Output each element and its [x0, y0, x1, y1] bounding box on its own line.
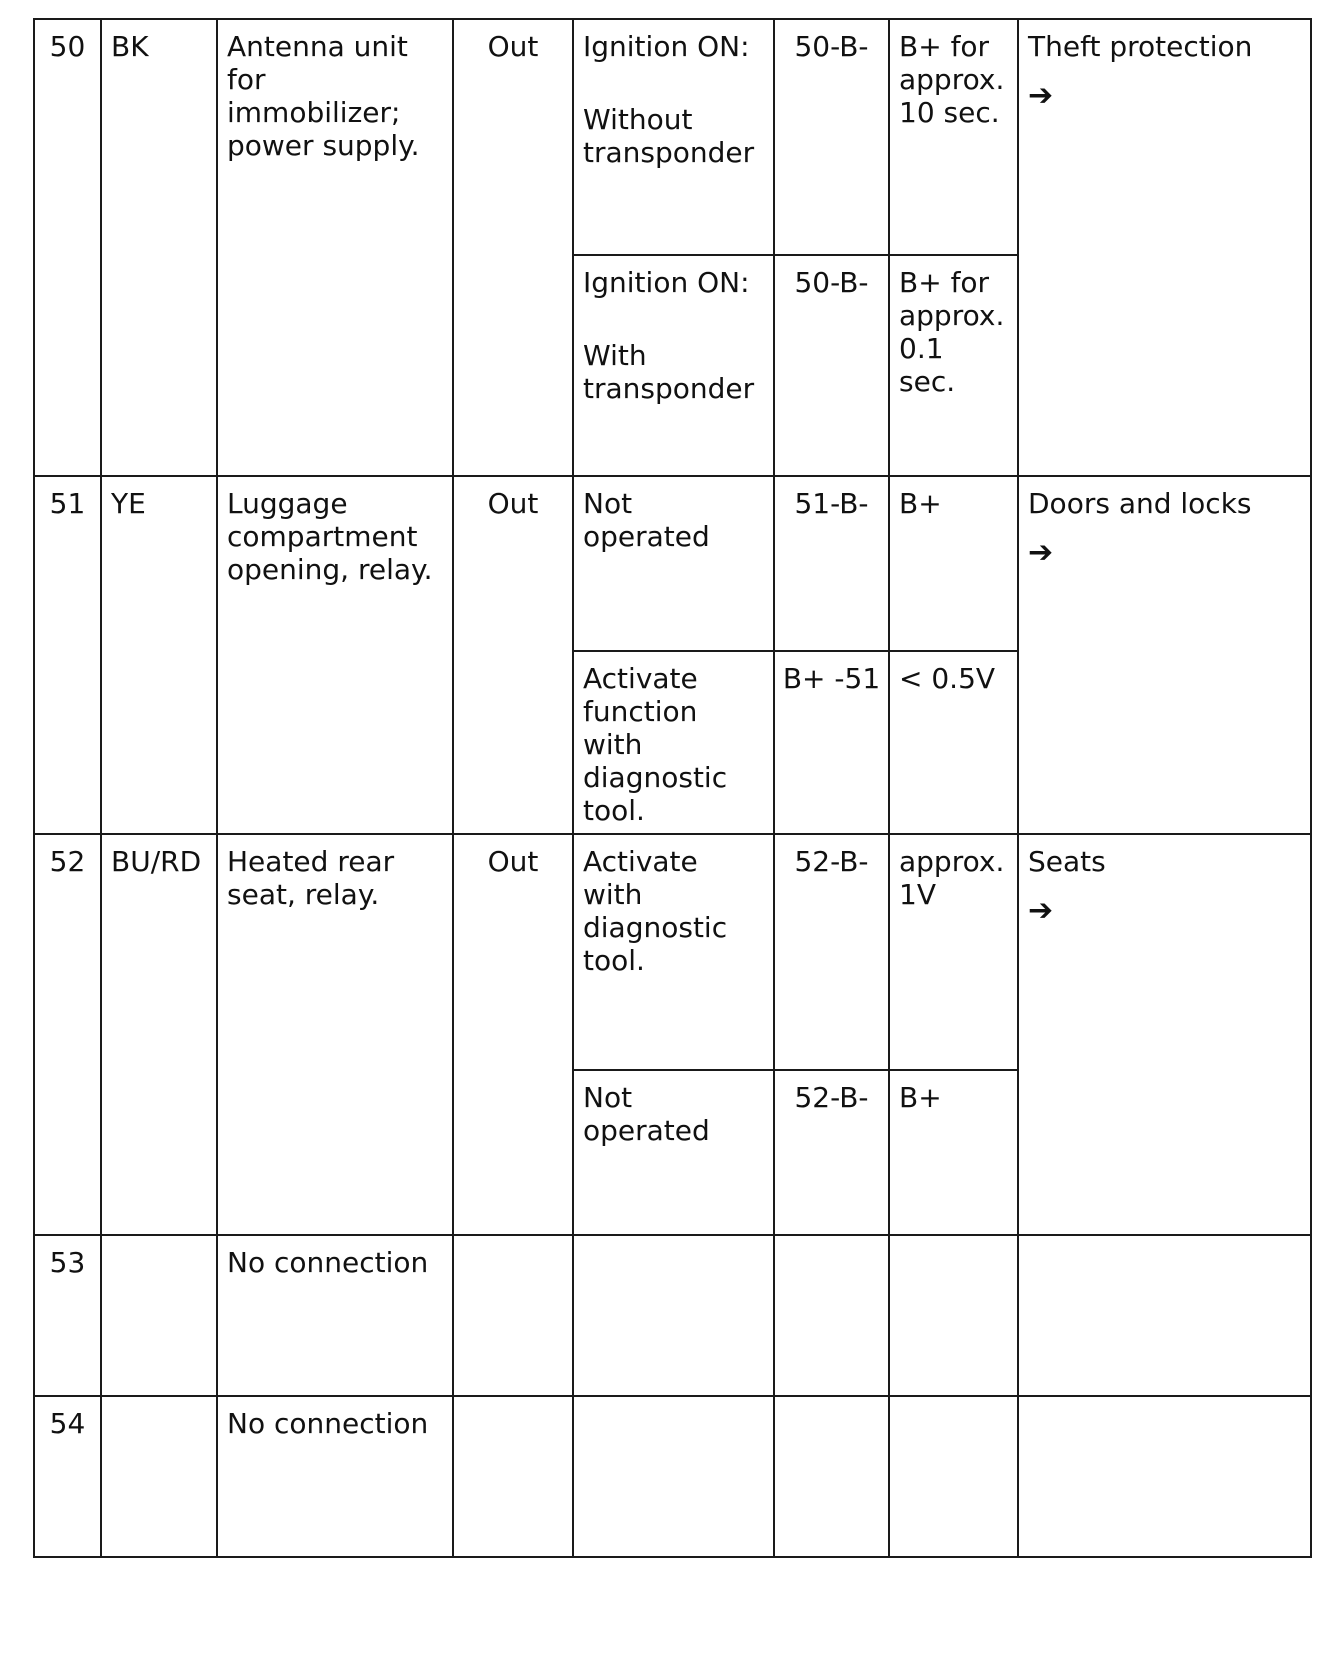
table-row: [34, 476, 1311, 651]
reference-cell: [1018, 19, 1311, 476]
expected-value: approx. 1V: [889, 834, 1018, 1070]
expected-value: < 0.5V: [889, 651, 1018, 834]
test-condition: Not operated: [573, 1070, 774, 1235]
test-condition: Activate function with diagnostic tool.: [573, 651, 774, 834]
test-condition: [573, 255, 774, 476]
test-condition: Not operated: [573, 476, 774, 651]
table-row: [34, 834, 1311, 1070]
pin-number: 53: [34, 1235, 101, 1396]
condition-line: Ignition ON:: [583, 266, 750, 299]
expected-value: [889, 1235, 1018, 1396]
wire-color: BU/RD: [101, 834, 217, 1235]
test-condition: [573, 1235, 774, 1396]
signal-direction: [453, 1235, 573, 1396]
signal-direction: Out: [453, 476, 573, 834]
right-arrow-icon[interactable]: ➔: [1028, 78, 1054, 113]
pin-description: Antenna unit for immobilizer; power supply.: [217, 19, 453, 476]
right-arrow-icon[interactable]: ➔: [1028, 893, 1054, 928]
pin-description: No connection: [217, 1235, 453, 1396]
expected-value: [889, 1396, 1018, 1557]
measurement-points: 52-B-: [774, 1070, 889, 1235]
pin-number: 50: [34, 19, 101, 476]
wire-color: [101, 1235, 217, 1396]
expected-value: B+: [889, 476, 1018, 651]
wire-color: YE: [101, 476, 217, 834]
table-row: [34, 1396, 1311, 1557]
test-condition: [573, 19, 774, 255]
condition-line: Ignition ON:: [583, 30, 750, 63]
pin-description: Luggage compartment opening, relay.: [217, 476, 453, 834]
measurement-points: 50-B-: [774, 255, 889, 476]
signal-direction: Out: [453, 834, 573, 1235]
measurement-points: 50-B-: [774, 19, 889, 255]
condition-line: Without transponder: [583, 103, 755, 169]
wire-color: BK: [101, 19, 217, 476]
signal-direction: Out: [453, 19, 573, 476]
expected-value: B+: [889, 1070, 1018, 1235]
measurement-points: 52-B-: [774, 834, 889, 1070]
reference-cell: [1018, 834, 1311, 1235]
pin-table: [33, 18, 1312, 1558]
table-row: [34, 19, 1311, 255]
right-arrow-icon[interactable]: ➔: [1028, 535, 1054, 570]
reference-link[interactable]: Seats: [1028, 845, 1106, 878]
measurement-points: B+ -51: [774, 651, 889, 834]
measurement-points: [774, 1235, 889, 1396]
wire-color: [101, 1396, 217, 1557]
reference-link[interactable]: Theft protection: [1028, 30, 1253, 63]
pin-number: 54: [34, 1396, 101, 1557]
measurement-points: 51-B-: [774, 476, 889, 651]
measurement-points: [774, 1396, 889, 1557]
pin-description: Heated rear seat, relay.: [217, 834, 453, 1235]
table-row: [34, 1235, 1311, 1396]
condition-line: With transponder: [583, 339, 755, 405]
reference-cell: [1018, 476, 1311, 834]
pin-number: 51: [34, 476, 101, 834]
reference-cell: [1018, 1235, 1311, 1396]
test-condition: Activate with diagnostic tool.: [573, 834, 774, 1070]
signal-direction: [453, 1396, 573, 1557]
reference-cell: [1018, 1396, 1311, 1557]
reference-link[interactable]: Doors and locks: [1028, 487, 1252, 520]
test-condition: [573, 1396, 774, 1557]
pin-description: No connection: [217, 1396, 453, 1557]
pin-number: 52: [34, 834, 101, 1235]
expected-value: B+ for approx. 0.1 sec.: [889, 255, 1018, 476]
expected-value: B+ for approx. 10 sec.: [889, 19, 1018, 255]
